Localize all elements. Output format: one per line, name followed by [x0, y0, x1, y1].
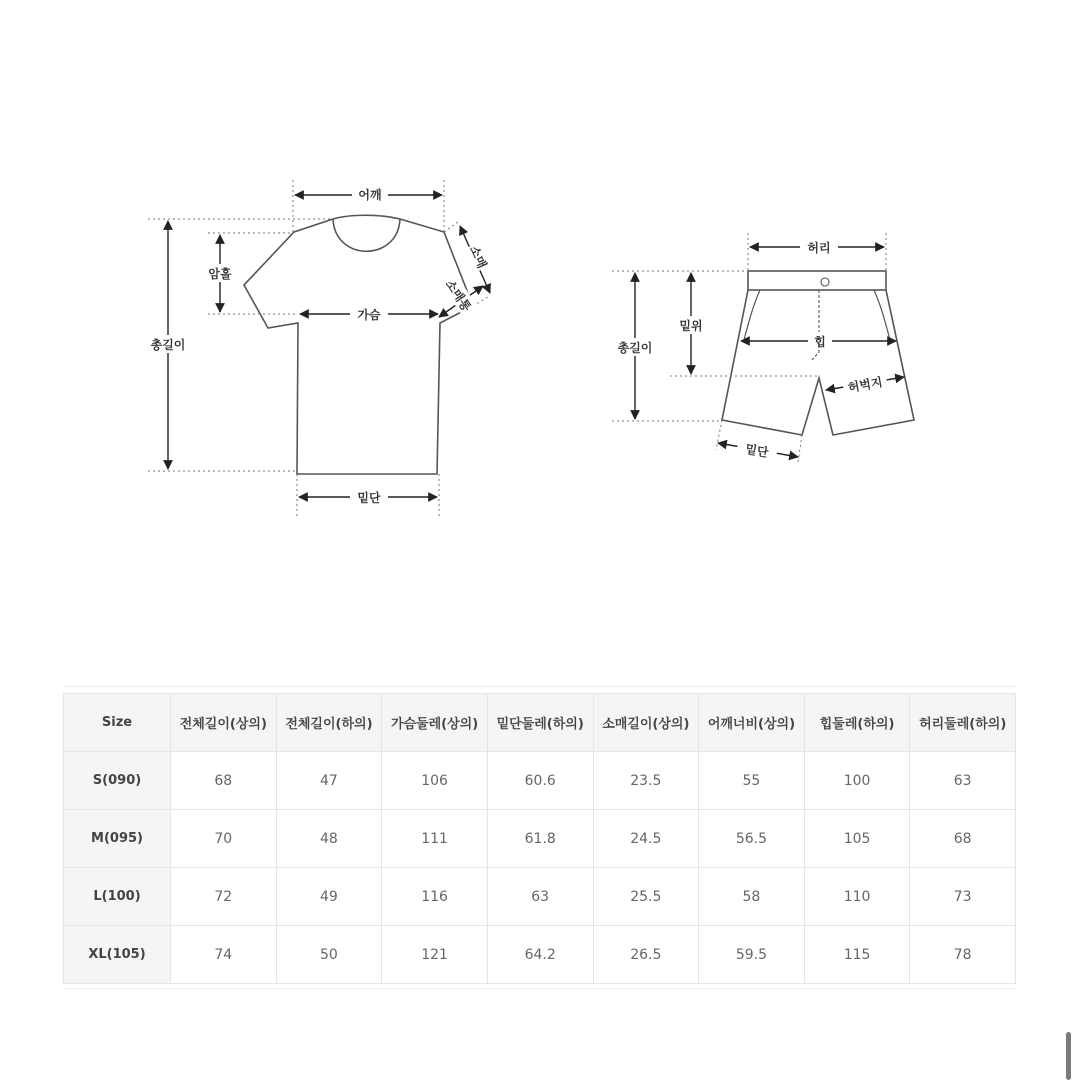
value-cell: 60.6 — [487, 752, 593, 810]
value-cell: 24.5 — [593, 810, 699, 868]
value-cell: 63 — [910, 752, 1016, 810]
table-row — [64, 752, 1016, 810]
size-cell: XL(105) — [64, 926, 171, 984]
header-waist: 허리둘레(하의) — [910, 694, 1016, 752]
tshirt-collar — [333, 219, 400, 251]
value-cell: 73 — [910, 868, 1016, 926]
shorts-waistband — [748, 271, 886, 290]
tshirt-total-length-label: 총길이 — [150, 338, 186, 352]
tshirt-sleeve-width-label: 소매통 — [442, 277, 474, 314]
value-cell: 74 — [171, 926, 277, 984]
value-cell: 105 — [804, 810, 910, 868]
header-bottom-total-length: 전체길이(하의) — [276, 694, 382, 752]
value-cell: 61.8 — [487, 810, 593, 868]
value-cell: 59.5 — [699, 926, 805, 984]
value-cell: 78 — [910, 926, 1016, 984]
header-size: Size — [64, 694, 171, 752]
header-hem: 밑단둘레(하의) — [487, 694, 593, 752]
value-cell: 56.5 — [699, 810, 805, 868]
size-cell: L(100) — [64, 868, 171, 926]
shorts-outline — [722, 290, 914, 435]
value-cell: 26.5 — [593, 926, 699, 984]
header-chest: 가슴둘레(상의) — [382, 694, 488, 752]
shorts-hem-label: 밑단 — [744, 442, 770, 460]
table-top-rule — [63, 686, 1016, 687]
value-cell: 72 — [171, 868, 277, 926]
tshirt-chest-label: 가슴 — [357, 308, 381, 322]
table-header-row — [64, 694, 1016, 752]
header-hip: 힙둘레(하의) — [804, 694, 910, 752]
table-row — [64, 926, 1016, 984]
shorts-hip-label: 힙 — [814, 335, 826, 349]
value-cell: 50 — [276, 926, 382, 984]
shorts-total-length-label: 총길이 — [617, 341, 653, 355]
value-cell: 58 — [699, 868, 805, 926]
tshirt-outline — [244, 215, 473, 474]
value-cell: 48 — [276, 810, 382, 868]
table-row — [64, 810, 1016, 868]
value-cell: 47 — [276, 752, 382, 810]
value-cell: 70 — [171, 810, 277, 868]
value-cell: 68 — [910, 810, 1016, 868]
table-row — [64, 868, 1016, 926]
shorts-thigh-label: 허벅지 — [846, 375, 884, 395]
value-cell: 49 — [276, 868, 382, 926]
size-table — [63, 693, 1016, 984]
value-cell: 64.2 — [487, 926, 593, 984]
value-cell: 116 — [382, 868, 488, 926]
size-cell: M(095) — [64, 810, 171, 868]
header-sleeve-length: 소매길이(상의) — [593, 694, 699, 752]
value-cell: 23.5 — [593, 752, 699, 810]
scrollbar-thumb[interactable] — [1066, 1032, 1071, 1080]
value-cell: 63 — [487, 868, 593, 926]
value-cell: 25.5 — [593, 868, 699, 926]
tshirt-hem-label: 밑단 — [357, 491, 381, 505]
tshirt-armhole-label: 암홀 — [208, 267, 232, 281]
value-cell: 55 — [699, 752, 805, 810]
shorts-rise-label: 밑위 — [679, 319, 703, 333]
value-cell: 115 — [804, 926, 910, 984]
value-cell: 100 — [804, 752, 910, 810]
value-cell: 106 — [382, 752, 488, 810]
shorts-waist-label: 허리 — [807, 241, 831, 255]
shorts-diagram — [612, 233, 914, 462]
size-cell: S(090) — [64, 752, 171, 810]
value-cell: 110 — [804, 868, 910, 926]
value-cell: 121 — [382, 926, 488, 984]
tshirt-sleeve-label: 소매 — [466, 243, 490, 271]
tshirt-diagram — [146, 180, 492, 518]
header-top-total-length: 전체길이(상의) — [171, 694, 277, 752]
tshirt-shoulder-label: 어깨 — [358, 188, 382, 202]
table-bottom-rule — [63, 988, 1016, 989]
header-shoulder-width: 어깨너비(상의) — [699, 694, 805, 752]
value-cell: 111 — [382, 810, 488, 868]
value-cell: 68 — [171, 752, 277, 810]
